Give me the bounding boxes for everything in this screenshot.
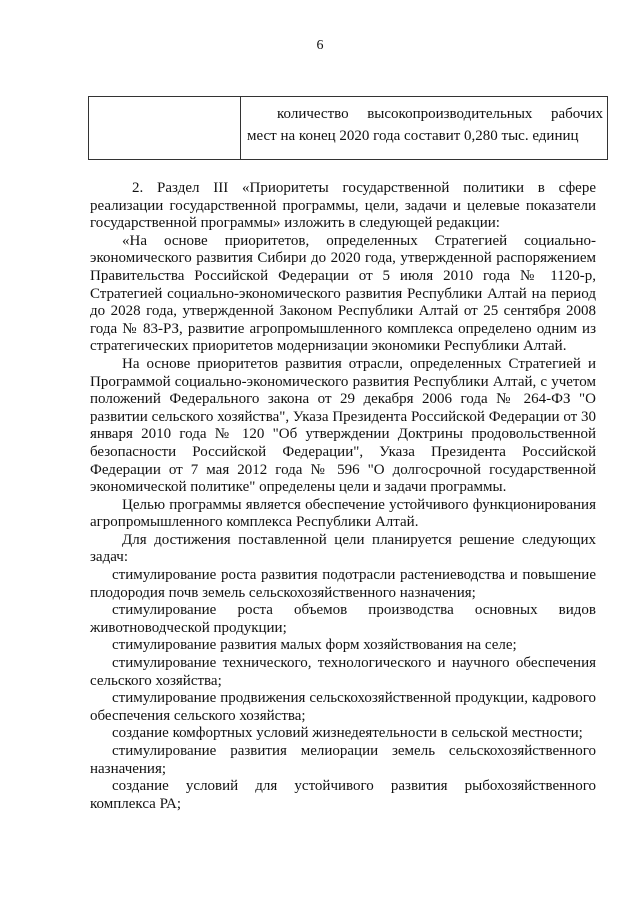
task-list-item: создание комфортных условий жизнедеятельности в сельской местности; — [112, 725, 583, 742]
task-list-item: стимулирование роста объемов производства основных видов животноводческой продукции; — [90, 602, 596, 636]
paragraph: «На основе приоритетов, определенных Стратегией социально-экономического развития Сибири до 2020 года, утвержденной распоряжением Правительства Российской Федерации от 5 июля 2010 года № 1120-р, Стратегией социально-экономического развития Республики Алтай на период до 2028 года, утвержденной Законом Республики Алтай от 25 сентября 2008 года № 83-РЗ, развитие агропромышленного комплекса определено одним из стратегических приоритетов модернизации экономики Республики Алтай. — [90, 232, 596, 355]
task-list-item: стимулирование развития мелиорации земель сельскохозяйственного назначения; — [90, 743, 596, 777]
paragraph: 2. Раздел III «Приоритеты государственной политики в сфере реализации государственной программы, цели, задачи и целевые показатели государственной программы» изложить в следующей редакции: — [90, 180, 596, 232]
table-cell-empty — [89, 97, 241, 159]
table-cell-text — [241, 97, 607, 159]
task-list-item: стимулирование развития малых форм хозяйствования на селе; — [112, 637, 517, 654]
task-list-item: стимулирование продвижения сельскохозяйственной продукции, кадрового обеспечения сельского хозяйства; — [90, 690, 596, 724]
task-list-item: создание условий для устойчивого развития рыбохозяйственного комплекса РА; — [90, 778, 596, 812]
page-number: 6 — [316, 38, 324, 53]
table-text-line2: мест на конец 2020 года составит 0,280 тыс. единиц — [247, 128, 579, 144]
document-body — [90, 180, 596, 813]
paragraph: Целью программы является обеспечение устойчивого функционирования агропромышленного комплекса Республики Алтай. — [90, 496, 596, 531]
paragraph: Для достижения поставленной цели планируется решение следующих задач: — [90, 531, 596, 566]
paragraph: На основе приоритетов развития отрасли, определенных Стратегией и Программой социально-экономического развития Республики Алтай, с учетом положений Федерального закона от 29 декабря 2006 года № 264-ФЗ "О развитии сельского хозяйства", Указа Президента Российской Федерации от 30 января 2010 года № 120 "Об утверждении Доктрины продовольственной безопасности Российской Федерации", Указа Президента Российской Федерации от 7 мая 2012 года № 596 "О долгосрочной государственной экономической политике" определены цели и задачи программы. — [90, 355, 596, 496]
table-text-line1: количество высокопроизводительных рабочих — [277, 106, 603, 122]
indicator-table — [88, 96, 608, 160]
task-list-item: стимулирование роста развития подотрасли растениеводства и повышение плодородия почв земель сельскохозяйственного назначения; — [90, 567, 596, 601]
task-list-item: стимулирование технического, технологического и научного обеспечения сельского хозяйства; — [90, 655, 596, 689]
